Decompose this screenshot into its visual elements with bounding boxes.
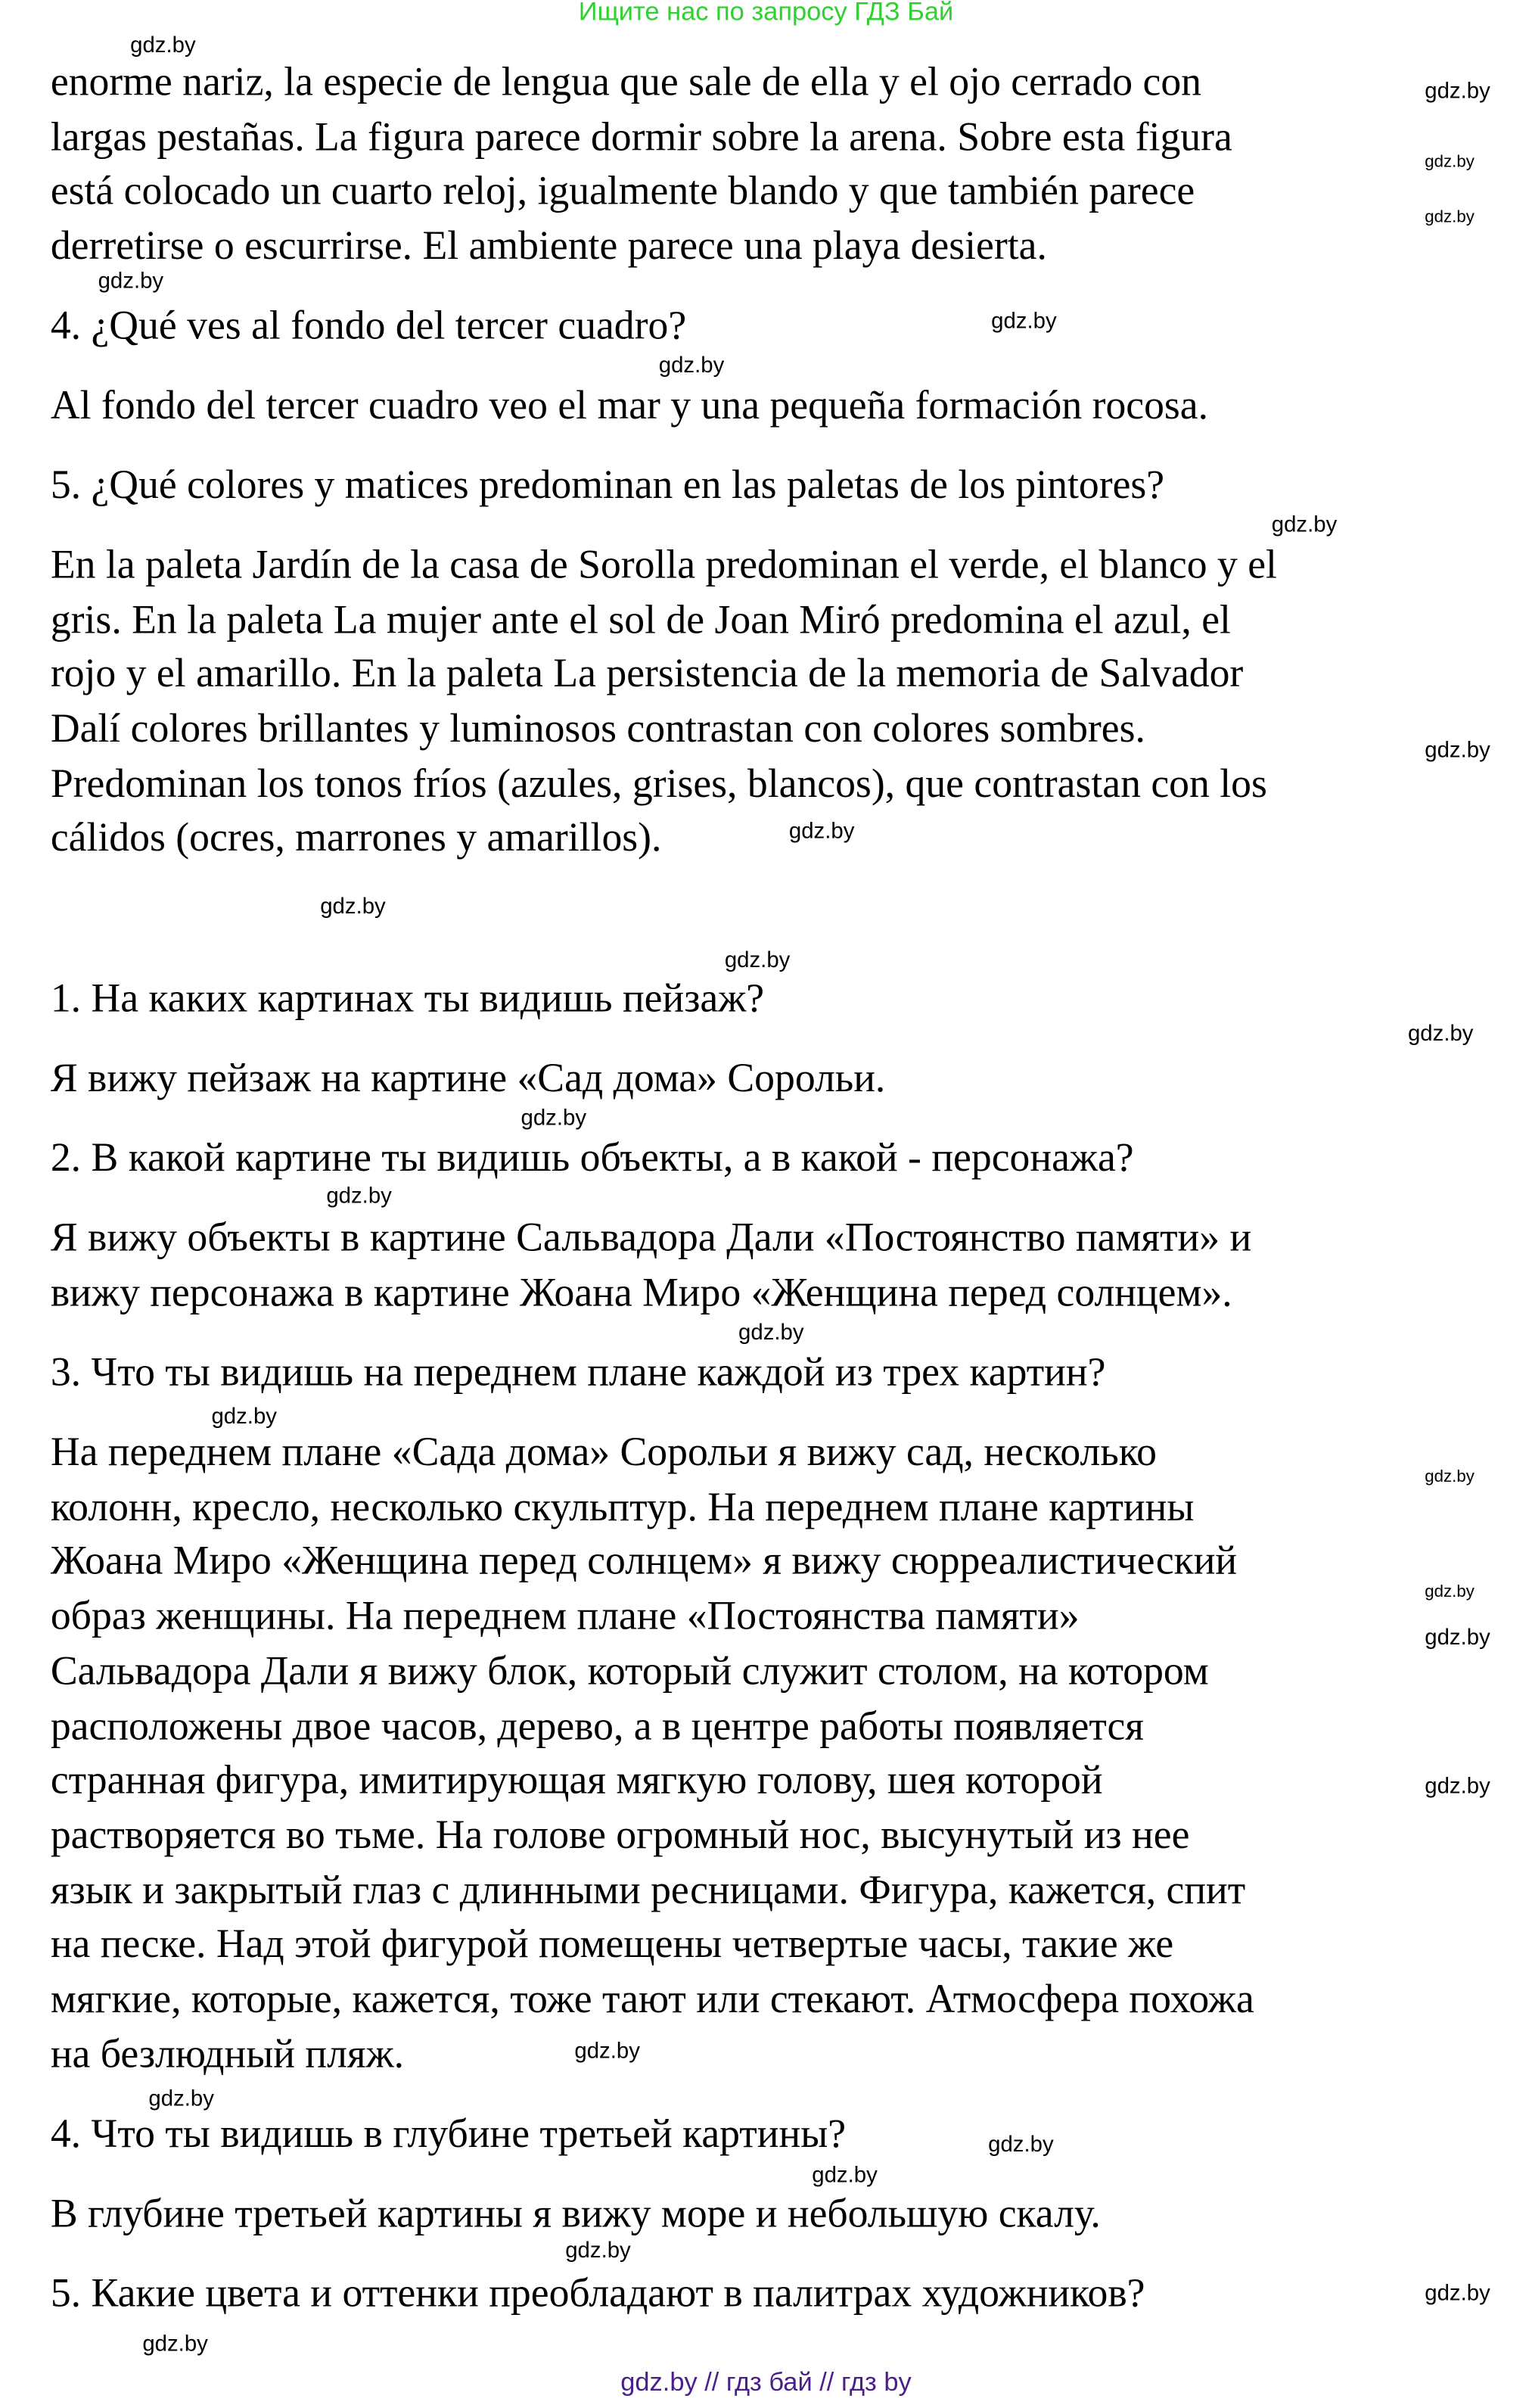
watermark: gdz.by bbox=[1425, 1582, 1475, 1602]
question-line: 2. В какой картине ты видишь объекты, а в какой - персонажа? bbox=[50, 1134, 1134, 1181]
answer-line: rojo y el amarillo. En la paleta La persistencia de la memoria de Salvador bbox=[50, 649, 1244, 696]
answer-line: Я вижу пейзаж на картине «Сад дома» Сорольи. bbox=[50, 1054, 886, 1100]
watermark: gdz.by bbox=[1425, 739, 1490, 764]
question-line: 4. Что ты видишь в глубине третьей картины? bbox=[50, 2110, 847, 2157]
answer-line: derretirse o escurrirse. El ambiente parece una playa desierta. bbox=[50, 222, 1047, 269]
watermark: gdz.by bbox=[988, 2133, 1054, 2158]
question-line: 1. На каких картинах ты видишь пейзаж? bbox=[50, 974, 765, 1021]
answer-line: образ женщины. На переднем плане «Постоянства памяти» bbox=[50, 1591, 1080, 1638]
answer-line: Жоана Миро «Женщина перед солнцем» я вижу сюрреалистический bbox=[50, 1537, 1238, 1583]
footer-links[interactable]: gdz.by // гдз бай // гдз by bbox=[620, 2367, 912, 2397]
answer-line: странная фигура, имитирующая мягкую голову, шея которой bbox=[50, 1756, 1103, 1803]
watermark: gdz.by bbox=[211, 1405, 277, 1430]
watermark: gdz.by bbox=[812, 2164, 878, 2189]
watermark: gdz.by bbox=[1425, 1626, 1490, 1650]
watermark: gdz.by bbox=[521, 1106, 587, 1131]
search-banner[interactable]: Ищите нас по запросу ГДЗ Бай bbox=[578, 0, 954, 26]
watermark: gdz.by bbox=[565, 2238, 631, 2263]
watermark: gdz.by bbox=[148, 2087, 214, 2112]
answer-line: вижу персонажа в картине Жоана Миро «Женщина перед солнцем». bbox=[50, 1268, 1232, 1315]
answer-line: enorme nariz, la especie de lengua que sale de ella y el ojo cerrado con bbox=[50, 58, 1202, 104]
answer-line: largas pestañas. La figura parece dormir sobre la arena. Sobre esta figura bbox=[50, 113, 1232, 160]
watermark: gdz.by bbox=[658, 353, 725, 379]
answer-line: En la paleta Jardín de la casa de Sorolla predominan el verde, el blanco y el bbox=[50, 540, 1277, 587]
watermark: gdz.by bbox=[1425, 208, 1475, 227]
watermark: gdz.by bbox=[1425, 79, 1490, 104]
answer-line: на безлюдный пляж. bbox=[50, 2030, 405, 2077]
watermark: gdz.by bbox=[574, 2039, 640, 2064]
answer-line: расположены двое часов, дерево, а в центре работы появляется bbox=[50, 1702, 1144, 1749]
question-line: 5. ¿Qué colores y matices predominan en las paletas de los pintores? bbox=[50, 461, 1165, 508]
answer-line: cálidos (ocres, marrones y amarillos). bbox=[50, 814, 662, 860]
question-line: 3. Что ты видишь на переднем плане каждой из трех картин? bbox=[50, 1349, 1106, 1395]
watermark: gdz.by bbox=[1425, 1774, 1490, 1800]
answer-line: В глубине третьей картины я вижу море и небольшую скалу. bbox=[50, 2189, 1101, 2236]
watermark: gdz.by bbox=[788, 820, 855, 845]
answer-line: язык и закрытый глаз с длинными ресницами. Фигура, кажется, спит bbox=[50, 1866, 1246, 1913]
answer-line: колонн, кресло, несколько скульптур. На переднем плане картины bbox=[50, 1483, 1195, 1529]
watermark: gdz.by bbox=[991, 310, 1057, 334]
answer-line: на песке. Над этой фигурой помещены четвертые часы, такие же bbox=[50, 1920, 1174, 1967]
answer-line: Al fondo del tercer cuadro veo el mar y una pequeña formación rocosa. bbox=[50, 381, 1209, 428]
watermark: gdz.by bbox=[320, 894, 386, 919]
question-line: 5. Какие цвета и оттенки преобладают в палитрах художников? bbox=[50, 2270, 1145, 2316]
answer-line: Predominan los tonos fríos (azules, grises, blancos), que contrastan con los bbox=[50, 760, 1267, 807]
watermark: gdz.by bbox=[98, 269, 164, 294]
watermark: gdz.by bbox=[724, 948, 791, 973]
answer-line: Я вижу объекты в картине Сальвадора Дали «Постоянство памяти» и bbox=[50, 1213, 1252, 1260]
watermark: gdz.by bbox=[326, 1184, 392, 1209]
answer-line: мягкие, которые, кажется, тоже тают или стекают. Атмосфера похожа bbox=[50, 1975, 1254, 2021]
watermark: gdz.by bbox=[1425, 153, 1475, 172]
answer-line: На переднем плане «Сада дома» Сорольи я вижу сад, несколько bbox=[50, 1428, 1158, 1475]
question-line: 4. ¿Qué ves al fondo del tercer cuadro? bbox=[50, 301, 687, 348]
watermark: gdz.by bbox=[130, 33, 196, 58]
watermark: gdz.by bbox=[1407, 1022, 1474, 1047]
answer-line: está colocado un cuarto reloj, igualmente blando y que también parece bbox=[50, 166, 1195, 213]
answer-line: gris. En la paleta La mujer ante el sol de Joan Miró predomina el azul, el bbox=[50, 596, 1231, 642]
answer-line: Сальвадора Дали я вижу блок, который служит столом, на котором bbox=[50, 1647, 1209, 1694]
watermark: gdz.by bbox=[1425, 2282, 1490, 2307]
answer-line: растворяется во тьме. На голове огромный нос, высунутый из нее bbox=[50, 1811, 1190, 1858]
watermark: gdz.by bbox=[738, 1321, 804, 1346]
watermark: gdz.by bbox=[142, 2332, 208, 2357]
answer-line: Dalí colores brillantes y luminosos contrastan con colores sombres. bbox=[50, 705, 1145, 751]
watermark: gdz.by bbox=[1271, 513, 1338, 538]
watermark: gdz.by bbox=[1425, 1467, 1475, 1487]
